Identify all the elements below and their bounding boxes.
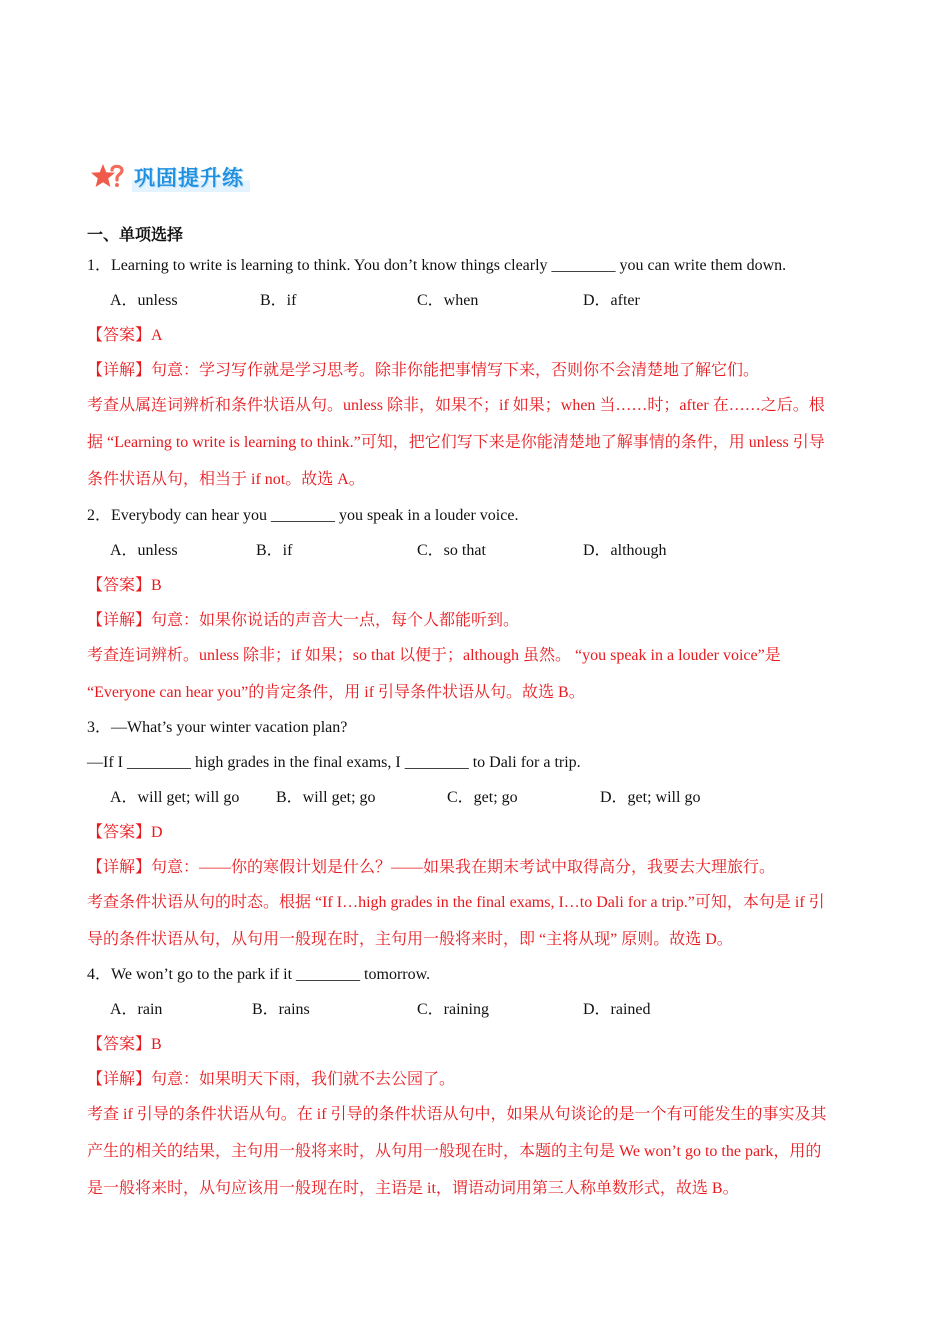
option-b: B．if xyxy=(260,292,297,309)
question-1-explanation-line: 据 “Learning to write is learning to think.”可知，把它们写下来是你能清楚地了解事情的条件，用 unless 引导 xyxy=(87,434,825,451)
option-c: C．when xyxy=(417,292,479,309)
banner-title: 巩固提升练 xyxy=(132,162,250,192)
option-b: B．will get; go xyxy=(276,789,376,806)
option-b: B．if xyxy=(256,542,293,559)
option-a: A．unless xyxy=(110,542,178,559)
question-2-options xyxy=(0,541,950,561)
option-c: C．get; go xyxy=(447,789,518,806)
question-4-options xyxy=(0,1000,950,1020)
question-3-stem: 3．—What’s your winter vacation plan? xyxy=(87,719,348,736)
question-4-explanation-line: 是一般将来时，从句应该用一般现在时，主语是 it，谓语动词用第三人称单数形式，故选 B。 xyxy=(87,1180,739,1197)
section-title: 一、单项选择 xyxy=(87,225,184,244)
question-3-detail: 【详解】句意：——你的寒假计划是什么？——如果我在期末考试中取得高分，我要去大理旅行。 xyxy=(87,859,776,876)
question-2-explanation-line: 考查连词辨析。unless 除非；if 如果；so that 以便于；although 虽然。 “you speak in a louder voice”是 xyxy=(87,647,781,664)
question-2-detail: 【详解】句意：如果你说话的声音大一点，每个人都能听到。 xyxy=(87,612,520,629)
question-1-stem: 1．Learning to write is learning to think. You don’t know things clearly ________ you can write them down. xyxy=(87,257,787,274)
option-d: D．rained xyxy=(583,1001,651,1018)
question-4-explanation-line: 产生的相关的结果，主句用一般将来时，从句用一般现在时，本题的主句是 We won’t go to the park，用的 xyxy=(87,1143,822,1160)
question-4-explanation-line: 考查 if 引导的条件状语从句。在 if 引导的条件状语从句中，如果从句谈论的是一个有可能发生的事实及其 xyxy=(87,1106,827,1123)
option-c: C．so that xyxy=(417,542,486,559)
section-banner xyxy=(90,160,250,194)
question-1-explanation-line: 条件状语从句，相当于 if not。故选 A。 xyxy=(87,471,365,488)
question-2-answer: 【答案】B xyxy=(87,577,162,594)
question-3-explanation-line: 考查条件状语从句的时态。根据 “If I…high grades in the final exams, I…to Dali for a trip.”可知，本句是 if 引 xyxy=(87,894,825,911)
question-2-stem: 2．Everybody can hear you ________ you speak in a louder voice. xyxy=(87,507,519,524)
option-a: A．rain xyxy=(110,1001,163,1018)
option-d: D．get; will go xyxy=(600,789,701,806)
question-3-answer: 【答案】D xyxy=(87,824,163,841)
option-b: B．rains xyxy=(252,1001,310,1018)
question-2-explanation-line: “Everyone can hear you”的肯定条件，用 if 引导条件状语从句。故选 B。 xyxy=(87,684,585,701)
star-question-icon xyxy=(90,162,126,192)
question-3-explanation-line: 导的条件状语从句，从句用一般现在时，主句用一般将来时，即 “主将从现” 原则。故选 D。 xyxy=(87,931,733,948)
question-1-answer: 【答案】A xyxy=(87,327,163,344)
option-a: A．unless xyxy=(110,292,178,309)
question-1-detail: 【详解】句意：学习写作就是学习思考。除非你能把事情写下来，否则你不会清楚地了解它们。 xyxy=(87,362,760,379)
question-4-detail: 【详解】句意：如果明天下雨，我们就不去公园了。 xyxy=(87,1071,456,1088)
question-4-stem: 4．We won’t go to the park if it ________ tomorrow. xyxy=(87,966,431,983)
option-c: C．raining xyxy=(417,1001,489,1018)
option-d: D．after xyxy=(583,292,640,309)
question-3-stem-continued: —If I ________ high grades in the final exams, I ________ to Dali for a trip. xyxy=(87,754,581,771)
question-1-explanation-line: 考查从属连词辨析和条件状语从句。unless 除非，如果不；if 如果；when 当……时；after 在……之后。根 xyxy=(87,397,825,414)
option-d: D．although xyxy=(583,542,667,559)
option-a: A．will get; will go xyxy=(110,789,240,806)
question-3-options xyxy=(0,788,950,808)
question-4-answer: 【答案】B xyxy=(87,1036,162,1053)
question-1-options xyxy=(0,291,950,311)
